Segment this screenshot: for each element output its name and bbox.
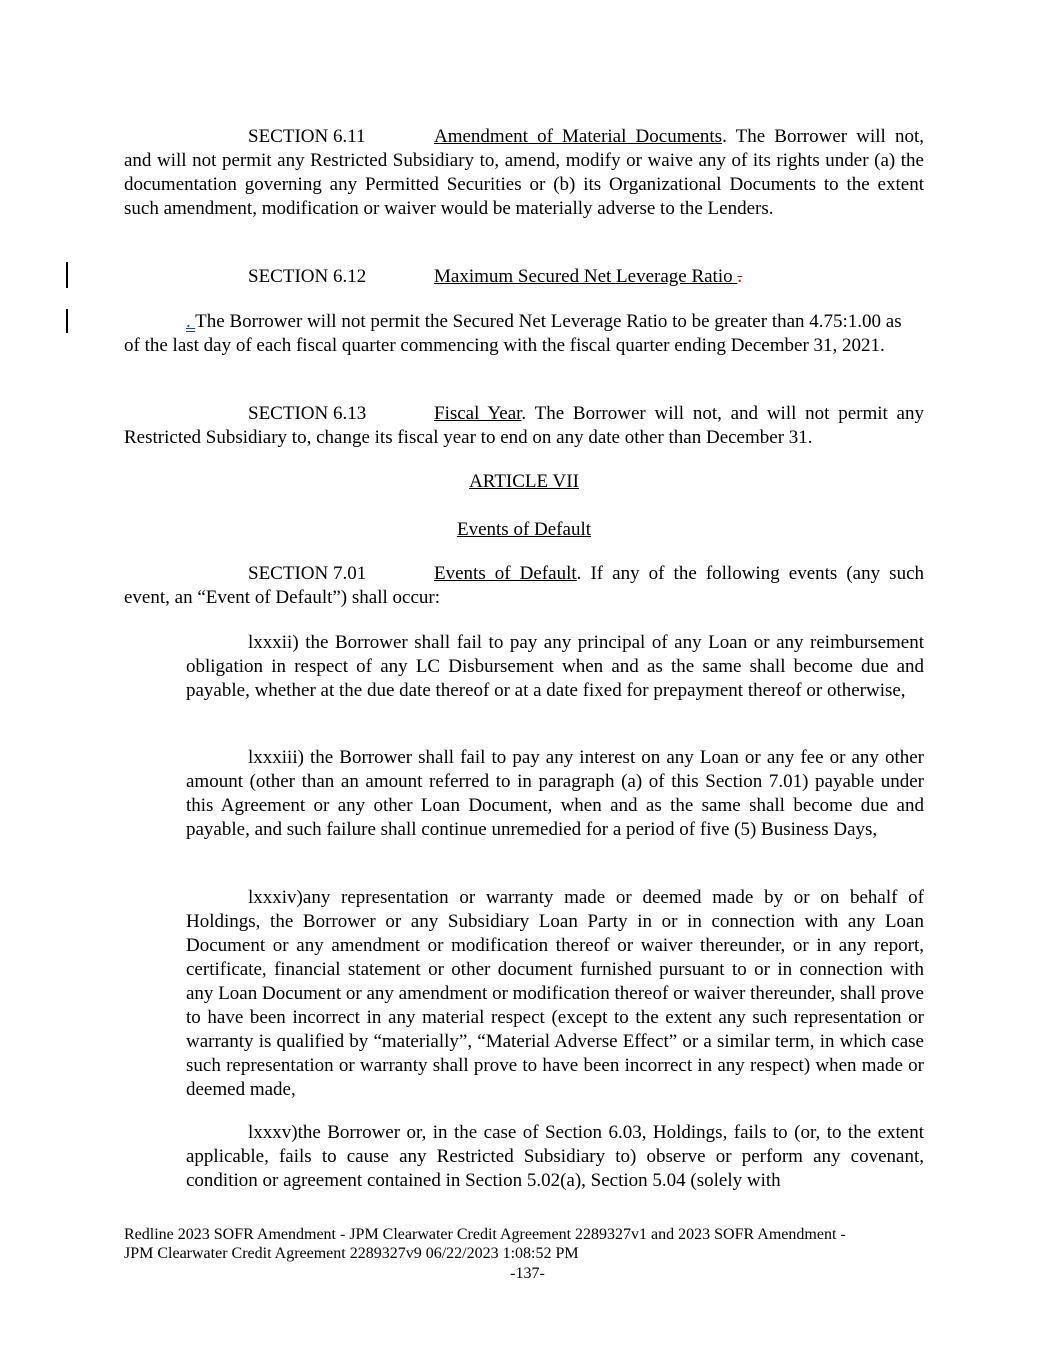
list-item — [186, 631, 924, 703]
item-text: any representation or warranty made or deemed made by or on behalf of Holdings, the Borrower or any Subsidiary Loan Party in or in connection with any Loan Document or any amendment or modification thereof or waiver thereunder, or in any report, certificate, financial statement or other document furnished pursuant to or in connection with any Loan Document or any amendment or modification thereof or waiver thereunder, shall prove to have been incorrect in any material respect (except to the extent any such representation or warranty is qualified by “materially”, “Material Adverse Effect” or a similar term, in which case such representation or warranty shall prove to have been incorrect in any respect) when made or deemed made, — [186, 887, 924, 1100]
article-title: ARTICLE VII — [469, 471, 579, 492]
section-6-12-heading — [124, 265, 924, 289]
section-text: The Borrower will not permit the Secured Net Leverage Ratio to be greater than 4.75:1.00 as of the last day of each fiscal quarter commencing with the fiscal quarter ending December 31, 2021. — [124, 311, 902, 356]
section-6-11 — [124, 125, 924, 221]
item-label: lxxxiv) — [248, 887, 303, 908]
section-number: SECTION 6.12 — [248, 266, 367, 287]
article-subtitle — [124, 518, 924, 542]
item-text: the Borrower shall fail to pay any principal of any Loan or any reimbursement obligation in respect of any LC Disbursement when and as the same shall become due and payable, whether at the due date thereof or at a date fixed for prepayment thereof or otherwise, — [186, 632, 924, 701]
footer-line-2: JPM Clearwater Credit Agreement 2289327v9 06/22/2023 1:08:52 PM — [124, 1245, 579, 1262]
item-label: lxxxii) — [248, 632, 299, 653]
section-title: Amendment of Material Documents — [434, 126, 723, 147]
item-label: lxxxv) — [248, 1122, 298, 1143]
section-text: . If any of the following events (any such event, an “Event of Default”) shall occur: — [124, 563, 925, 608]
article-subtitle-text: Events of Default — [456, 519, 591, 540]
section-title: Maximum Secured Net Leverage Ratio — [434, 266, 738, 287]
item-label: lxxxiii) — [248, 747, 304, 768]
change-bar — [66, 262, 68, 288]
section-number: SECTION 7.01 — [248, 563, 367, 584]
section-6-12-body — [124, 310, 914, 358]
change-bar — [66, 309, 68, 333]
section-text: . The Borrower will not, and will not permit any Restricted Subsidiary to, amend, modify or waive any of its rights under (a) the documentation governing any Permitted Securities or (b) its Organizational Documents to the extent such amendment, modification or waiver would be materially adverse to the Lenders. — [124, 126, 924, 219]
section-text: . The Borrower will not, and will not permit any Restricted Subsidiary to, change its fiscal year to end on any date other than December 31. — [124, 403, 924, 448]
section-7-01 — [124, 562, 924, 610]
deleted-period: . — [737, 266, 743, 287]
inserted-period: . — [186, 311, 196, 332]
section-number: SECTION 6.13 — [248, 403, 367, 424]
article-heading — [124, 470, 924, 494]
section-6-13 — [124, 402, 924, 450]
page-number: -137- — [510, 1265, 545, 1282]
item-text: the Borrower shall fail to pay any interest on any Loan or any fee or any other amount (other than an amount referred to in paragraph (a) of this Section 7.01) payable under this Agreement or any other Loan Document, when and as the same shall become due and payable, and such failure shall continue unremedied for a period of five (5) Business Days, — [186, 747, 924, 840]
section-number: SECTION 6.11 — [248, 126, 366, 147]
list-item — [186, 1121, 924, 1193]
footer-line-1: Redline 2023 SOFR Amendment - JPM Clearwater Credit Agreement 2289327v1 and 2023 SOFR Amendment - — [124, 1226, 846, 1243]
list-item — [186, 886, 924, 1102]
section-title: Events of Default — [434, 563, 577, 584]
list-item — [186, 746, 924, 842]
footer — [124, 1225, 934, 1263]
item-text: the Borrower or, in the case of Section 6.03, Holdings, fails to (or, to the extent applicable, fails to cause any Restricted Subsidiary to) observe or perform any covenant, condition or agreement contained in Section 5.02(a), Section 5.04 (solely with — [186, 1122, 924, 1191]
section-title: Fiscal Year — [434, 403, 522, 424]
